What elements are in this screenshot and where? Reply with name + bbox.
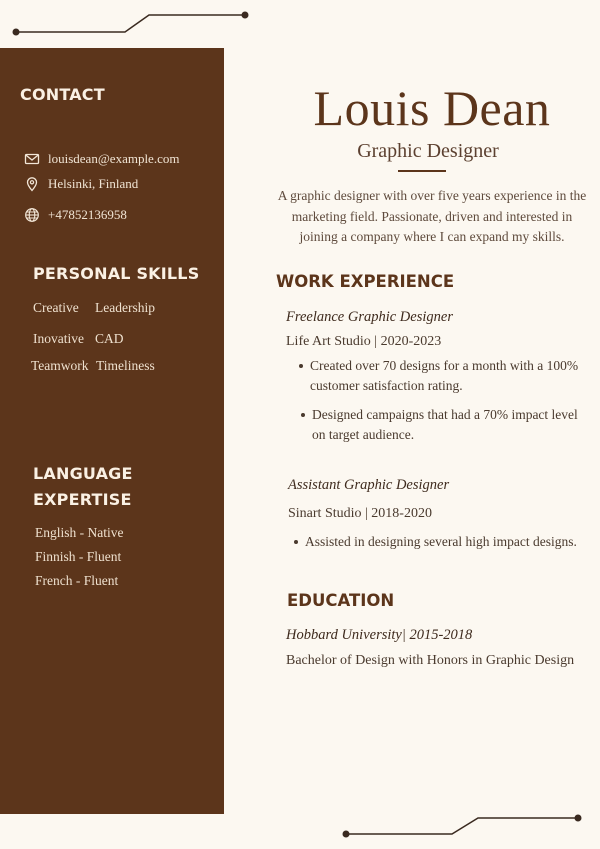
- language-heading-line2: EXPERTISE: [33, 490, 132, 509]
- language-item: Finnish - Fluent: [35, 549, 122, 564]
- contact-phone[interactable]: +47852136958: [48, 207, 127, 222]
- education-degree: Bachelor of Design with Honors in Graphic Design: [286, 653, 575, 668]
- job-1-company: Life Art Studio | 2020-2023: [286, 334, 442, 349]
- contact-heading: CONTACT: [20, 85, 105, 104]
- contact-email-row[interactable]: [24, 151, 179, 167]
- personal-skills-heading: PERSONAL SKILLS: [33, 264, 200, 283]
- job-2-company: Sinart Studio | 2018-2020: [288, 506, 432, 521]
- bottom-connector-line: [346, 818, 580, 834]
- top-left-dot: [13, 29, 20, 36]
- job-1-bullet: Designed campaigns that had a 70% impact level on target audience.: [312, 405, 588, 445]
- globe-icon: [24, 207, 40, 223]
- bottom-right-dot: [575, 815, 582, 822]
- top-connector-line: [16, 15, 245, 32]
- contact-location: Helsinki, Finland: [48, 176, 139, 191]
- skill-item: Timeliness: [96, 358, 155, 373]
- job-1-bullet: Created over 70 designs for a month with a 100% customer satisfaction rating.: [310, 356, 588, 396]
- location-pin-icon: [24, 176, 40, 192]
- language-heading-line1: LANGUAGE: [33, 464, 133, 483]
- language-item: English - Native: [35, 525, 124, 540]
- education-school: Hobbard University| 2015-2018: [286, 627, 473, 643]
- sidebar: [0, 48, 224, 814]
- person-name: Louis Dean: [313, 80, 551, 136]
- contact-location-row: [24, 176, 138, 192]
- mail-icon: [24, 151, 40, 167]
- contact-phone-row[interactable]: [24, 207, 127, 223]
- work-experience-heading: WORK EXPERIENCE: [276, 272, 455, 291]
- profile-summary: A graphic designer with over five years experience in the marketing field. Passionate, driven and interested in joining a company where I can expand my skills.: [277, 188, 587, 244]
- job-2-bullet: Assisted in designing several high impact designs.: [305, 532, 595, 552]
- skill-item: Leadership: [95, 300, 155, 315]
- job-2-title: Assistant Graphic Designer: [288, 477, 450, 493]
- job-title-header: Graphic Designer: [357, 140, 499, 162]
- contact-email[interactable]: louisdean@example.com: [48, 151, 180, 166]
- language-item: French - Fluent: [35, 573, 119, 588]
- education-heading: EDUCATION: [287, 591, 395, 610]
- skill-item: CAD: [95, 331, 124, 346]
- skill-item: Creative: [33, 300, 79, 315]
- job-1-title: Freelance Graphic Designer: [286, 309, 453, 325]
- top-right-dot: [242, 12, 249, 19]
- bottom-left-dot: [343, 831, 350, 838]
- skill-item: Inovative: [33, 331, 84, 346]
- skill-item: Teamwork: [31, 358, 89, 373]
- title-underline: [398, 170, 446, 172]
